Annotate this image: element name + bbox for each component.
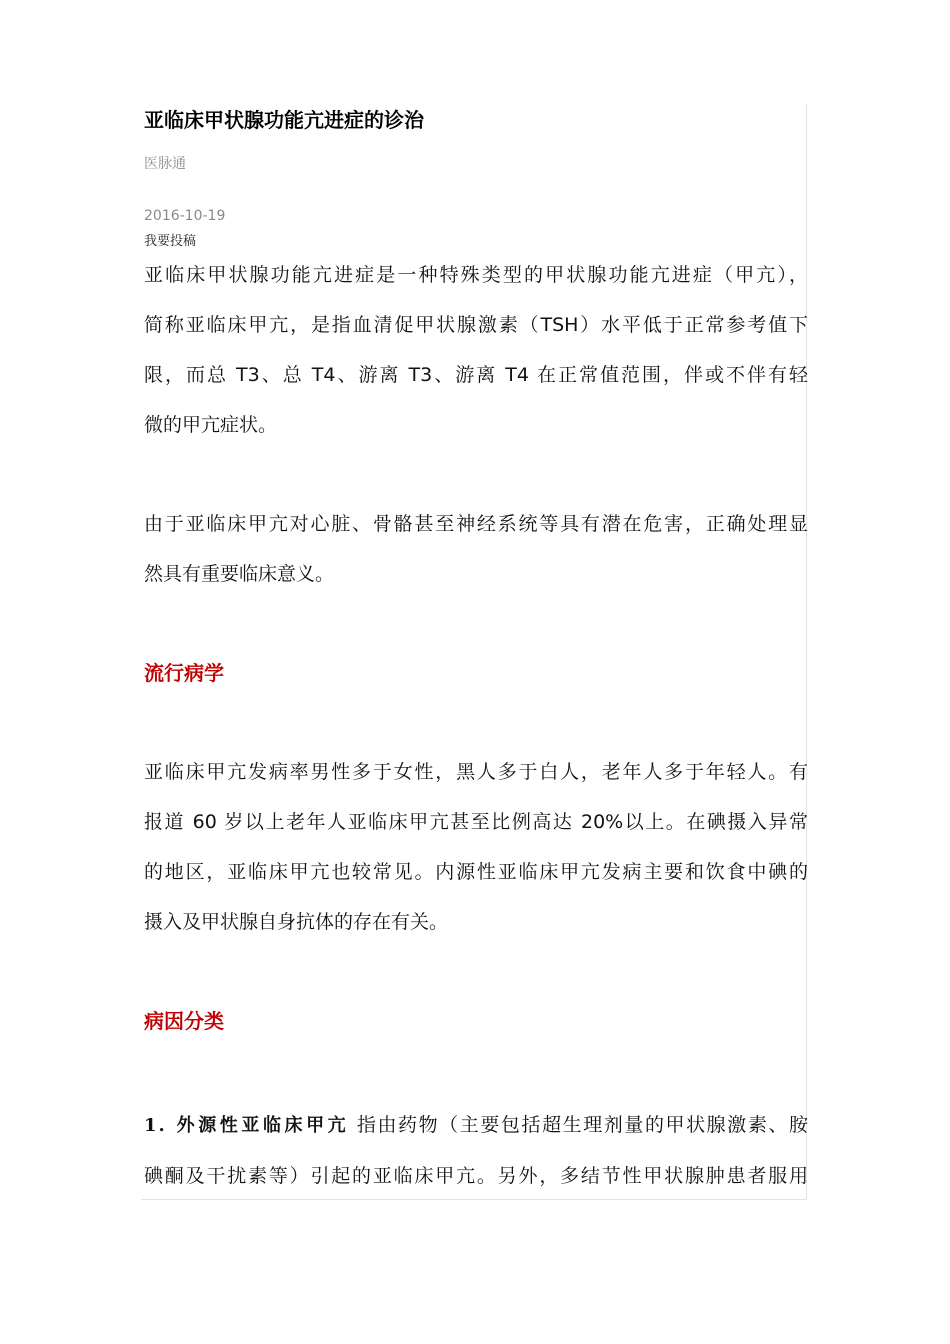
intro-line: 简称亚临床甲亢，是指血清促甲状腺激素（TSH）水平低于正常参考值下	[144, 314, 808, 336]
epidemiology-line: 报道 60 岁以上老年人亚临床甲亢甚至比例高达 20%以上。在碘摄入异常	[144, 811, 808, 833]
classification-item-1-line: 碘酮及干扰素等）引起的亚临床甲亢。另外，多结节性甲状腺肿患者服用	[144, 1165, 808, 1187]
article-title: 亚临床甲状腺功能亢进症的诊治	[144, 108, 424, 132]
classification-item-1-line	[144, 1100, 808, 1151]
epidemiology-line: 的地区，亚临床甲亢也较常见。内源性亚临床甲亢发病主要和饮食中碘的	[144, 861, 808, 883]
epidemiology-line: 摄入及甲状腺自身抗体的存在有关。	[144, 911, 449, 933]
submit-article-link[interactable]: 我要投稿	[144, 234, 197, 249]
article-source: 医脉通	[144, 156, 186, 172]
significance-line: 然具有重要临床意义。	[144, 563, 335, 585]
epidemiology-heading: 流行病学	[144, 661, 224, 685]
item-1-label: 1. 外源性亚临床甲亢	[144, 1115, 350, 1136]
classification-heading: 病因分类	[144, 1009, 224, 1033]
item-1-text: 指由药物（主要包括超生理剂量的甲状腺激素、胺	[356, 1114, 808, 1136]
classification-item-1	[144, 1100, 808, 1201]
intro-line: 亚临床甲状腺功能亢进症是一种特殊类型的甲状腺功能亢进症（甲亢），	[144, 264, 808, 286]
significance-paragraph	[144, 499, 808, 599]
epidemiology-line: 亚临床甲亢发病率男性多于女性，黑人多于白人，老年人多于年轻人。有	[144, 761, 808, 783]
article-date: 2016-10-19	[144, 208, 226, 224]
significance-line: 由于亚临床甲亢对心脏、骨骼甚至神经系统等具有潜在危害，正确处理显	[144, 513, 808, 535]
intro-paragraph	[144, 250, 808, 450]
intro-line: 微的甲亢症状。	[144, 414, 278, 436]
epidemiology-paragraph	[144, 747, 808, 947]
intro-line: 限，而总 T3、总 T4、游离 T3、游离 T4 在正常值范围，伴或不伴有轻	[144, 364, 808, 386]
